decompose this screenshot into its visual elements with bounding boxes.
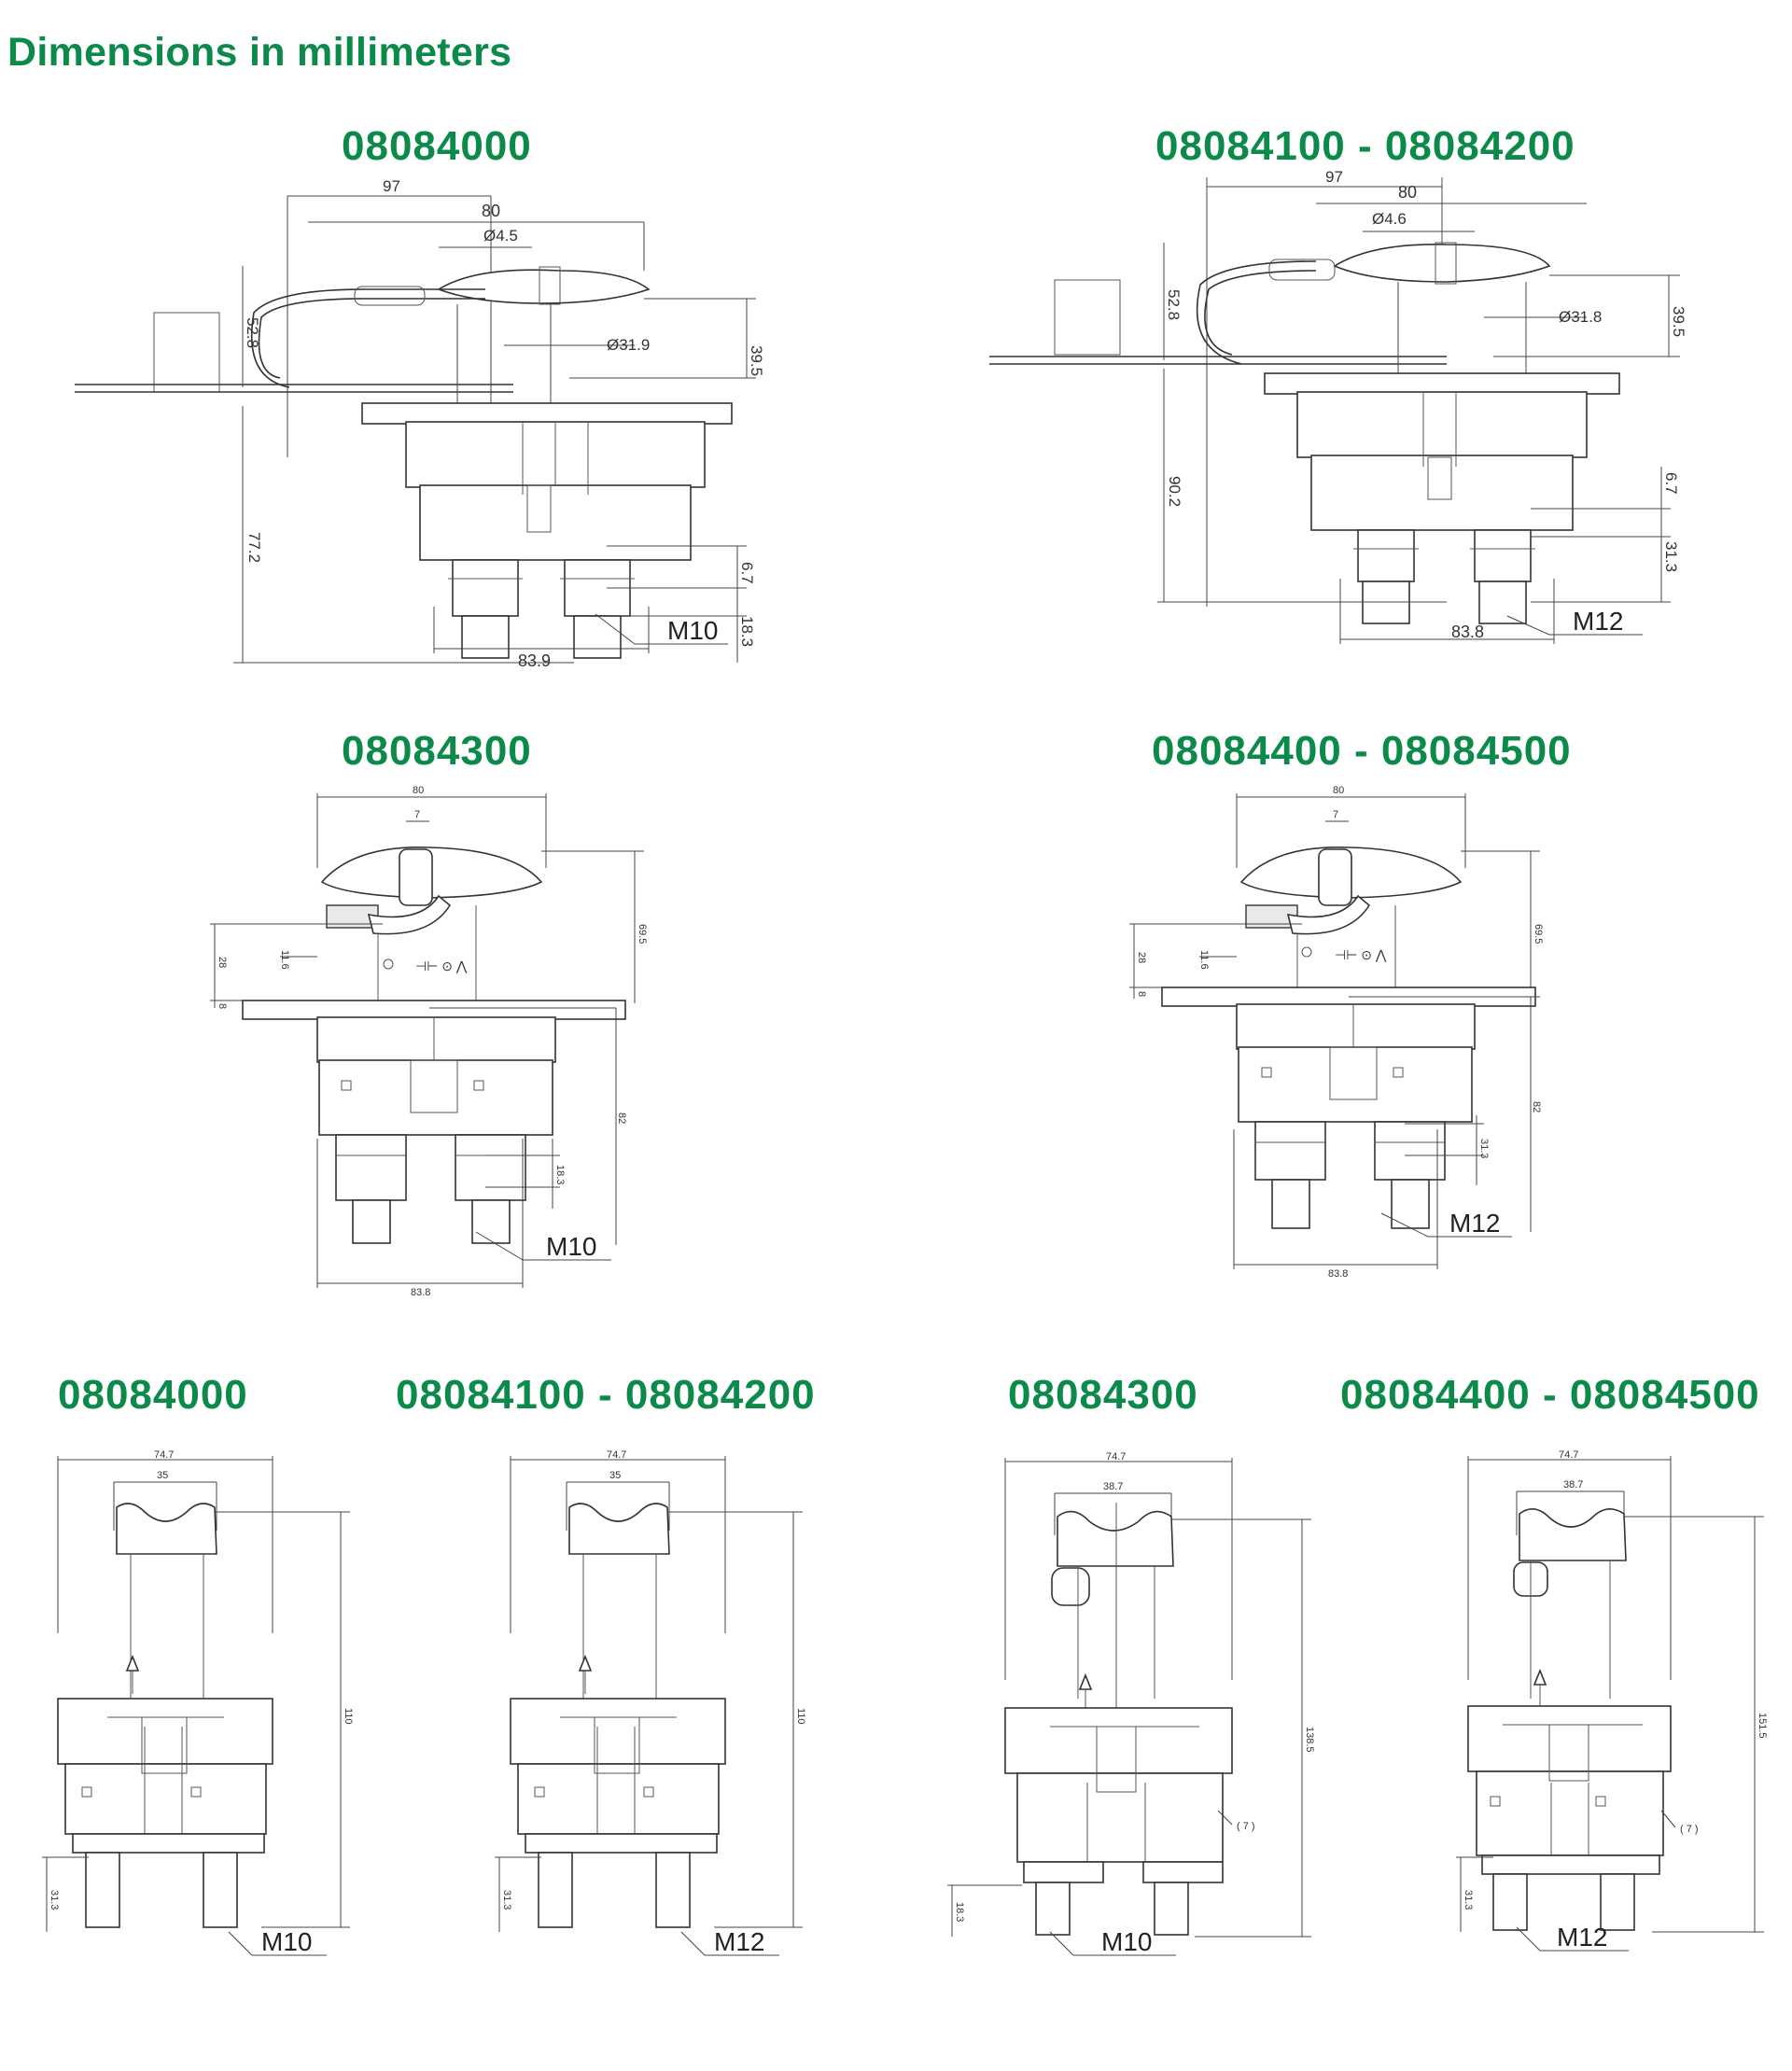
dim-31-3: 31.3 bbox=[1662, 541, 1680, 573]
dim-83-8: 83.8 bbox=[411, 1287, 431, 1298]
dim-31-3: 31.3 bbox=[1463, 1890, 1474, 1910]
dim-18-3: 18.3 bbox=[554, 1165, 566, 1185]
dim-35: 35 bbox=[157, 1470, 169, 1481]
dim-7: 7 bbox=[1333, 809, 1339, 820]
view-title-3: 08084300 bbox=[342, 728, 532, 774]
dim-97: 97 bbox=[1325, 168, 1343, 186]
dim-shaft: Ø31.8 bbox=[1559, 308, 1603, 326]
dim-35: 35 bbox=[609, 1470, 622, 1481]
view-title-1: 08084000 bbox=[342, 123, 532, 169]
dim-83-8: 83.8 bbox=[1328, 1268, 1349, 1280]
drawing-08084400-08084500-side bbox=[1129, 784, 1615, 1311]
view-title-6: 08084100 - 08084200 bbox=[396, 1372, 816, 1418]
dim-110: 110 bbox=[343, 1708, 354, 1725]
view-title-8: 08084400 - 08084500 bbox=[1340, 1372, 1760, 1418]
dim-11-6: 11.6 bbox=[1198, 950, 1210, 970]
dim-11-6: 11.6 bbox=[279, 950, 290, 970]
drawing-08084300-side bbox=[205, 784, 691, 1311]
dim-80: 80 bbox=[413, 785, 425, 796]
dim-39-5: 39.5 bbox=[1670, 306, 1687, 338]
dim-31-3: 31.3 bbox=[1478, 1139, 1490, 1159]
dim-74-7: 74.7 bbox=[607, 1449, 627, 1461]
dim-74-7: 74.7 bbox=[1559, 1449, 1579, 1461]
drawing-08084100-08084200-side bbox=[1008, 168, 1773, 667]
dim-7: 7 bbox=[414, 809, 421, 820]
view-title-4: 08084400 - 08084500 bbox=[1152, 728, 1572, 774]
side-label: ( 7 ) bbox=[1680, 1824, 1699, 1835]
dim-82: 82 bbox=[616, 1112, 627, 1125]
dim-80: 80 bbox=[1333, 785, 1345, 796]
thread-label: M10 bbox=[261, 1927, 313, 1956]
thread-label: M12 bbox=[1449, 1209, 1501, 1238]
thread-label: M12 bbox=[714, 1927, 765, 1956]
dim-hole: Ø4.5 bbox=[483, 227, 518, 245]
dim-90-2: 90.2 bbox=[1166, 476, 1183, 508]
dim-69-5: 69.5 bbox=[1533, 924, 1544, 945]
dim-hole: Ø4.6 bbox=[1372, 210, 1407, 228]
drawing-08084000-side bbox=[84, 177, 793, 686]
view-title-7: 08084300 bbox=[1008, 1372, 1198, 1418]
dim-39-5: 39.5 bbox=[748, 345, 765, 377]
drawing-08084100-08084200-front bbox=[490, 1447, 806, 1993]
dim-38-7: 38.7 bbox=[1563, 1479, 1584, 1490]
dim-18-3: 18.3 bbox=[954, 1902, 965, 1923]
svg-text:⊣⊢ ⊙ ⋀: ⊣⊢ ⊙ ⋀ bbox=[415, 959, 468, 973]
side-label: ( 7 ) bbox=[1237, 1821, 1255, 1832]
drawing-08084000-front bbox=[37, 1447, 354, 1993]
dim-18-3: 18.3 bbox=[738, 616, 756, 648]
dim-69-5: 69.5 bbox=[637, 924, 648, 945]
dim-6-7: 6.7 bbox=[738, 562, 756, 584]
dim-52-8: 52.8 bbox=[244, 317, 261, 349]
dim-83-8: 83.8 bbox=[1451, 623, 1485, 641]
view-title-2: 08084100 - 08084200 bbox=[1155, 123, 1575, 169]
dim-74-7: 74.7 bbox=[1106, 1451, 1127, 1462]
drawing-08084400-08084500-front bbox=[1437, 1447, 1792, 1993]
dim-31-3: 31.3 bbox=[501, 1890, 512, 1910]
thread-label: M10 bbox=[1101, 1927, 1153, 1956]
thread-label: M12 bbox=[1573, 607, 1624, 636]
drawing-08084300-front bbox=[947, 1447, 1321, 1993]
dim-28: 28 bbox=[1136, 952, 1147, 964]
dim-31-3: 31.3 bbox=[49, 1890, 60, 1910]
dim-6-7: 6.7 bbox=[1662, 472, 1680, 495]
dim-74-7: 74.7 bbox=[154, 1449, 175, 1461]
dim-8: 8 bbox=[217, 1003, 228, 1010]
thread-label: M10 bbox=[546, 1232, 597, 1261]
dim-38-7: 38.7 bbox=[1103, 1481, 1124, 1492]
dim-77-2: 77.2 bbox=[245, 532, 263, 564]
dim-52-8: 52.8 bbox=[1165, 289, 1183, 321]
dim-97: 97 bbox=[383, 177, 400, 195]
dim-110: 110 bbox=[795, 1708, 806, 1725]
svg-text:⊣⊢ ⊙ ⋀: ⊣⊢ ⊙ ⋀ bbox=[1335, 947, 1387, 962]
dim-138-5: 138.5 bbox=[1304, 1727, 1315, 1753]
dim-82: 82 bbox=[1531, 1101, 1542, 1113]
thread-label: M12 bbox=[1557, 1923, 1608, 1952]
dim-80: 80 bbox=[1398, 183, 1418, 202]
page-title: Dimensions in millimeters bbox=[7, 30, 512, 75]
dim-80: 80 bbox=[482, 202, 501, 220]
dim-8: 8 bbox=[1136, 991, 1147, 998]
thread-label: M10 bbox=[667, 616, 719, 645]
dim-28: 28 bbox=[217, 957, 228, 969]
view-title-5: 08084000 bbox=[58, 1372, 248, 1418]
dim-shaft: Ø31.9 bbox=[607, 336, 651, 354]
dim-151-5: 151.5 bbox=[1757, 1713, 1768, 1739]
dim-83-9: 83.9 bbox=[518, 651, 552, 670]
